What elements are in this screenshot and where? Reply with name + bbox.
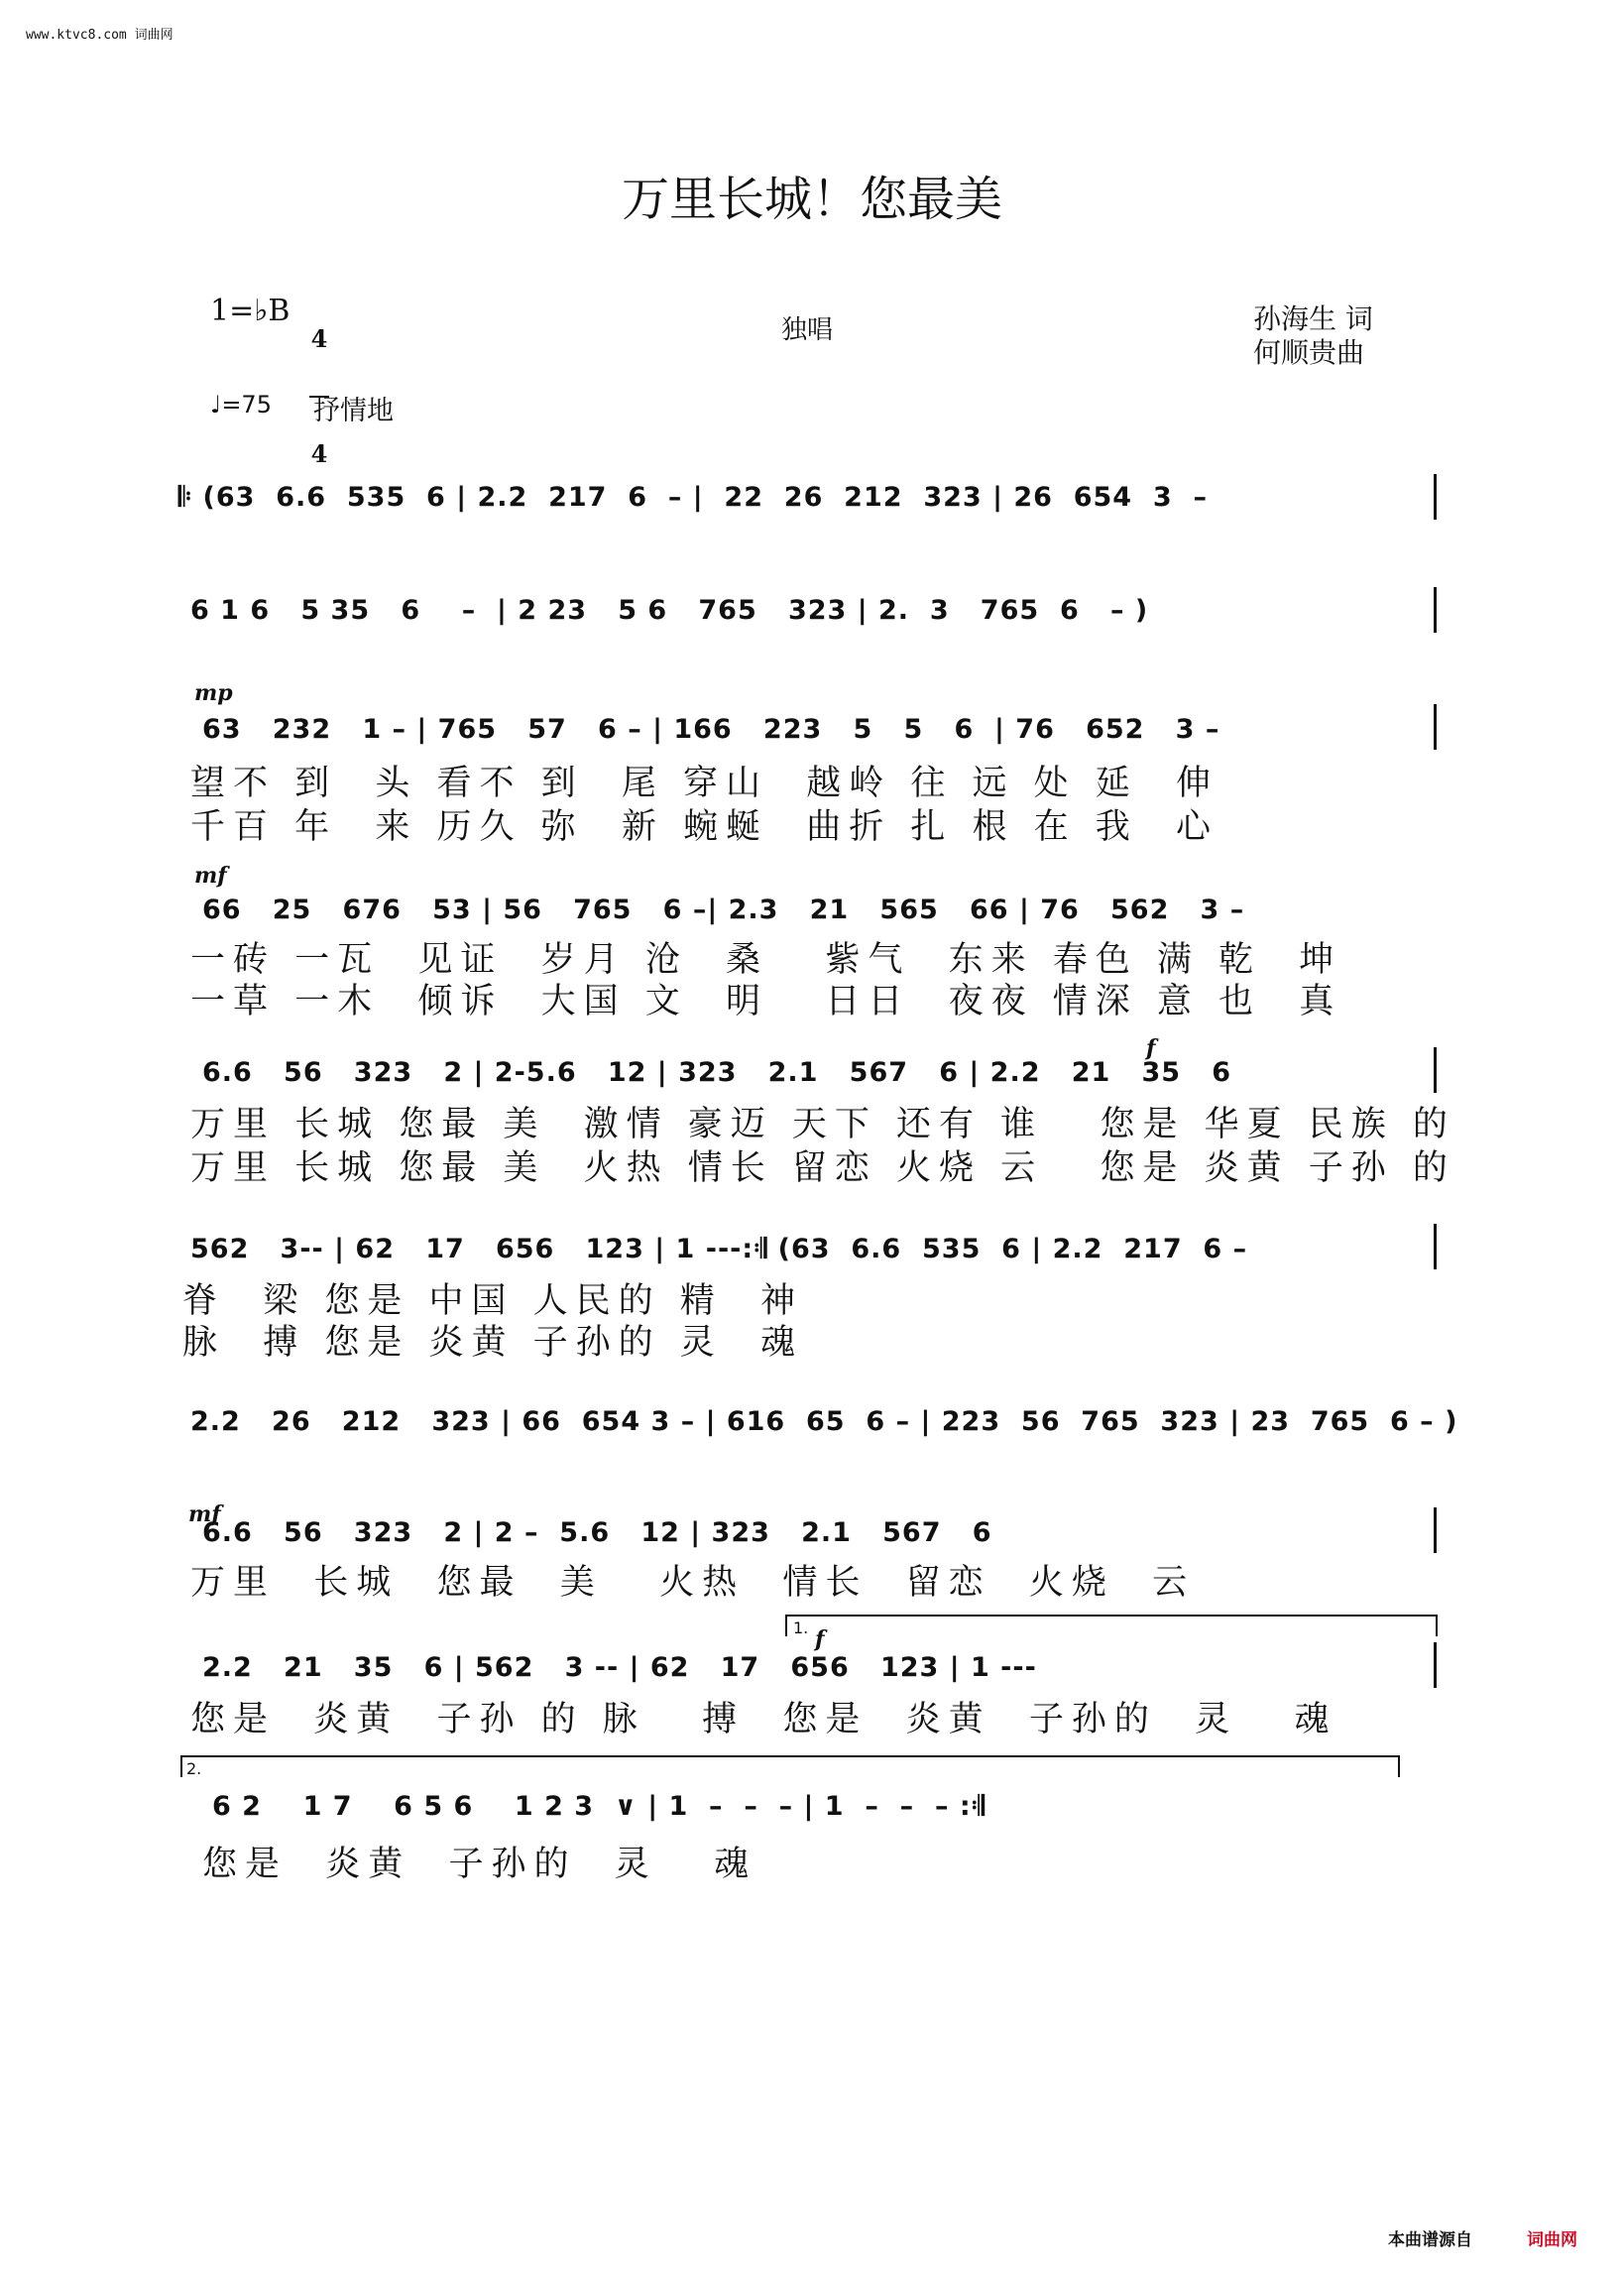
left-watermark-strip <box>4 40 14 2251</box>
dynamic-f-2: f <box>815 1626 825 1652</box>
score-line-4-notes: 66 25 676 53 | 56 765 6 –| 2.3 21 565 66 | 76 562 3 – <box>202 895 1245 925</box>
score-line-9-notes: 2.2 21 35 6 | 562 3 -- | 62 17 656 123 | 1 --- <box>202 1652 1037 1683</box>
right-watermark-strip <box>1610 40 1620 2251</box>
lyricist: 孙海生 词 <box>1253 302 1373 335</box>
barline <box>1434 474 1437 520</box>
time-signature <box>309 285 329 487</box>
score-line-3-notes: 63 232 1 – | 765 57 6 – | 166 223 5 5 6 | 76 652 3 – <box>202 714 1220 745</box>
volta-bracket-1 <box>785 1615 1438 1636</box>
volta-label-2: 2. <box>186 1759 202 1778</box>
time-signature-bottom: 4 <box>310 439 328 468</box>
score-line-4-lyric-verse-2: 一草 一木 倾诉 大国 文 明 日日 夜夜 情深 意 也 真 <box>190 982 1342 1021</box>
key-signature: 1=♭B <box>210 294 290 328</box>
dynamic-mp: mp <box>194 680 233 706</box>
score-line-8-notes: 6.6 56 323 2 | 2 – 5.6 12 | 323 2.1 567 6 <box>202 1517 992 1548</box>
barline <box>1434 1047 1437 1093</box>
footer-brand-link[interactable]: 词曲网 <box>1527 2230 1577 2250</box>
score-line-7-notes: 2.2 26 212 323 | 66 654 3 – | 616 65 6 – | 223 56 765 323 | 23 765 6 – ) <box>190 1406 1458 1437</box>
expression-marking: 抒情地 <box>313 396 394 426</box>
score-line-6-lyric-verse-2: 脉 搏 您是 炎黄 子孙的 灵 魂 <box>182 1323 804 1363</box>
score-line-5-lyric-verse-2: 万里 长城 您最 美 火热 情长 留恋 火烧 云 您是 炎黄 子孙 的 <box>190 1148 1455 1188</box>
score-line-10-lyric: 您是 炎黄 子孙的 灵 魂 <box>202 1845 757 1884</box>
dynamic-mf: mf <box>194 863 227 889</box>
score-line-2-notes: 6 1 6 5 35 6 – | 2 23 5 6 765 323 | 2. 3 765 6 – ) <box>190 595 1149 626</box>
score-line-1-notes: 𝄆 (63 6.6 535 6 | 2.2 217 6 – | 22 26 212 323 | 26 654 3 – <box>178 482 1208 513</box>
score-line-4-lyric-verse-1: 一砖 一瓦 见证 岁月 沧 桑 紫气 东来 春色 满 乾 坤 <box>190 940 1342 980</box>
site-url: www.ktvc8.com 词曲网 <box>26 28 174 43</box>
dynamic-mf-2: mf <box>188 1501 221 1527</box>
barline <box>1434 1507 1437 1553</box>
score-line-3-lyric-verse-1: 望不 到 头 看不 到 尾 穿山 越岭 往 远 处 延 伸 <box>190 764 1219 803</box>
composer: 何顺贵曲 <box>1253 336 1365 369</box>
score-line-3-lyric-verse-2: 千百 年 来 历久 弥 新 蜿蜒 曲折 扎 根 在 我 心 <box>190 807 1219 847</box>
barline <box>1434 1642 1437 1688</box>
dynamic-f: f <box>1146 1035 1156 1061</box>
score-line-5-lyric-verse-1: 万里 长城 您最 美 激情 豪迈 天下 还有 谁 您是 华夏 民族 的 <box>190 1105 1455 1144</box>
score-line-9-lyric: 您是 炎黄 子孙 的 脉 搏 您是 炎黄 子孙的 灵 魂 <box>190 1700 1337 1739</box>
footer-source-label: 本曲谱源自 <box>1388 2230 1472 2250</box>
score-line-10-notes: 6 2 1 7 6 5 6 1 2 3 ∨ | 1 – – – | 1 – – – :𝄇 <box>212 1791 986 1822</box>
barline <box>1434 1224 1437 1269</box>
volta-label-1: 1. <box>793 1618 809 1637</box>
song-title: 万里长城！您最美 <box>621 172 1002 227</box>
score-line-8-lyric: 万里 长城 您最 美 火热 情长 留恋 火烧 云 <box>190 1563 1196 1603</box>
score-line-6-lyric-verse-1: 脊 梁 您是 中国 人民的 精 神 <box>182 1281 804 1321</box>
score-line-5-notes: 6.6 56 323 2 | 2-5.6 12 | 323 2.1 567 6 | 2.2 21 35 6 <box>202 1057 1232 1088</box>
barline <box>1434 704 1437 750</box>
tempo-marking: ♩=75 <box>210 391 272 419</box>
volta-bracket-2 <box>180 1755 1400 1777</box>
score-line-6-notes: 562 3-- | 62 17 656 123 | 1 ---:𝄇 (63 6.6 535 6 | 2.2 217 6 – <box>190 1234 1248 1264</box>
time-signature-top: 4 <box>310 324 328 353</box>
performance-type: 独唱 <box>781 315 834 345</box>
barline <box>1434 587 1437 633</box>
